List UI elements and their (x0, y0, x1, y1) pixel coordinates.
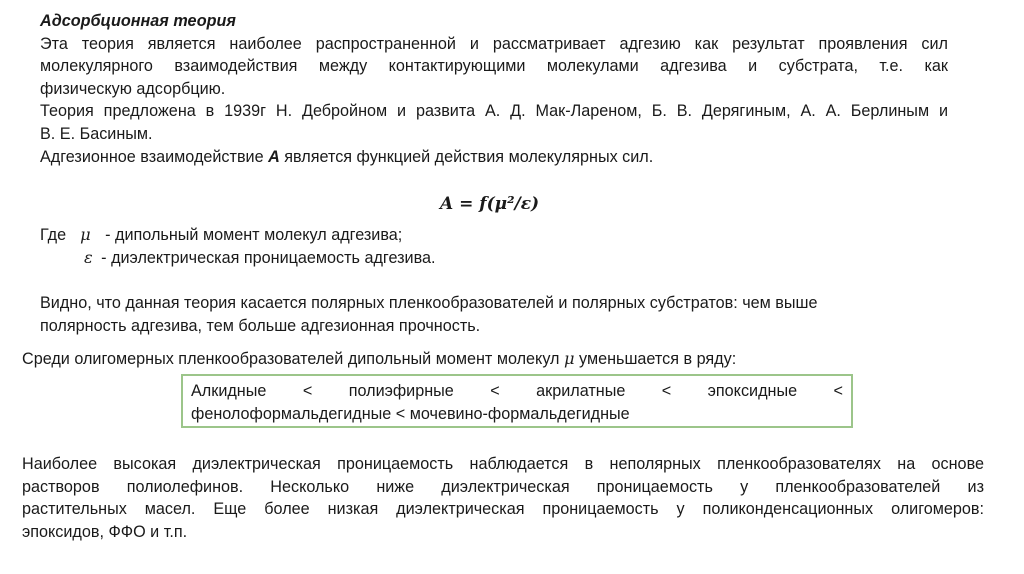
paragraph-line: Наиболее высокая диэлектрическая проницаемость наблюдается в неполярных пленкообразователях на основе (22, 455, 984, 473)
series-line: Алкидные < полиэфирные < акрилатные < эпоксидные < (191, 382, 843, 400)
epsilon-symbol: ε (84, 247, 93, 267)
adhesion-symbol: A (268, 147, 280, 166)
paragraph-line: эпоксидов, ФФО и т.п. (22, 522, 188, 541)
series-line: фенолоформальдегидные < мочевино-формальдегидные (191, 404, 630, 423)
section-title: Адсорбционная теория (40, 12, 236, 30)
paragraph-line: полярность адгезива, тем больше адгезионная прочность. (40, 316, 481, 335)
final-paragraph (22, 453, 984, 543)
definitions (40, 224, 740, 269)
definition-mu: Где μ - дипольный момент молекул адгезива; (40, 225, 403, 244)
formula: A = f(μ²/ε) (440, 194, 540, 214)
paragraph-line: Видно, что данная теория касается полярных пленкообразователей и полярных субстратов: чем выше (40, 294, 818, 312)
theory-section (40, 10, 948, 168)
paragraph-line: растительных масел. Еще более низкая диэлектрическая проницаемость у поликонденсационных олигомеров: (22, 500, 984, 519)
paragraph-line: Адгезионное взаимодействие A является функцией действия молекулярных сил. (40, 147, 654, 166)
paragraph-line: молекулярного взаимодействия между контактирующими молекулами адгезива и субстрата, т.е. как (40, 57, 948, 76)
series-box (181, 374, 853, 428)
paragraph-line: Теория предложена в 1939г Н. Дебройном и развита А. Д. Мак-Лареном, Б. В. Дерягиным, А. А. Берлиным и (40, 102, 948, 121)
conclusion (40, 292, 900, 337)
mu-symbol: μ (564, 349, 575, 368)
mu-symbol: μ (80, 225, 91, 244)
definition-eps: ε - диэлектрическая проницаемость адгезива. (84, 247, 436, 267)
paragraph-line: растворов полиолефинов. Несколько ниже диэлектрическая проницаемость у пленкообразователей из (22, 477, 984, 496)
oligomers-sentence: Среди олигомерных пленкообразователей дипольный момент молекул μ уменьшается в ряду: (22, 349, 737, 368)
paragraph-line: В. Е. Басиным. (40, 124, 153, 143)
paragraph-line: физическую адсорбцию. (40, 79, 226, 98)
paragraph-line: Эта теория является наиболее распространенной и рассматривает адгезию как результат проявления сил (40, 34, 948, 53)
